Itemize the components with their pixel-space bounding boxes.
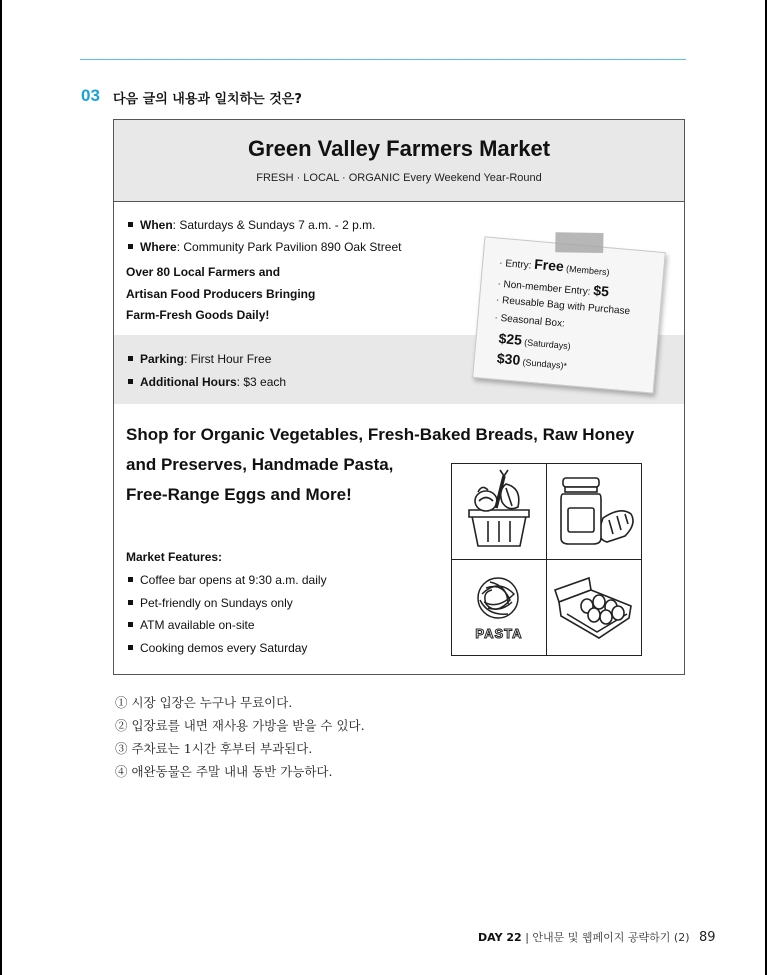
top-rule: [80, 59, 686, 60]
feature-text: Pet-friendly on Sundays only: [140, 596, 293, 610]
box-line: · Seasonal Box:: [493, 312, 566, 330]
sunday-price-line: [496, 350, 568, 372]
sunday-price: $30: [496, 349, 521, 368]
shop-line: Shop for Organic Vegetables, Fresh-Baked Breads, Raw Honey: [126, 425, 635, 444]
entry-value: Free: [533, 255, 565, 275]
bullet-icon: [128, 645, 133, 650]
question-text: 다음 글의 내용과 일치하는 것은?: [113, 92, 302, 107]
bullet-icon: [128, 379, 133, 384]
bullet-icon: [128, 222, 133, 227]
answer-choice-4[interactable]: ④ 애완동물은 주말 내내 동반 가능하다.: [115, 764, 333, 779]
highlight-line: Artisan Food Producers Bringing: [126, 286, 316, 301]
page-footer: [478, 929, 716, 945]
answer-choice-1[interactable]: ① 시장 입장은 누구나 무료이다.: [115, 695, 293, 710]
highlight-line: Farm-Fresh Goods Daily!: [126, 308, 270, 322]
bullet-icon: [128, 622, 133, 627]
pasta-label: PASTA: [475, 626, 523, 641]
page-number: 89: [699, 930, 716, 945]
feature-text: Coffee bar opens at 9:30 a.m. daily: [140, 573, 327, 587]
parking-line: [128, 352, 271, 366]
question-number: 03: [81, 86, 100, 105]
market-flyer: [113, 119, 685, 675]
where-line: [128, 240, 401, 254]
bullet-icon: [128, 244, 133, 249]
answer-choice-3[interactable]: ③ 주차료는 1시간 후부터 부과된다.: [115, 741, 313, 756]
highlight-line: Over 80 Local Farmers and: [126, 265, 281, 279]
price-note-card: [472, 236, 666, 393]
hours-value: : $3 each: [236, 375, 287, 389]
hours-line: [128, 375, 286, 389]
shop-line: and Preserves, Handmade Pasta,: [126, 455, 394, 474]
bullet-icon: [128, 356, 133, 361]
pasta-icon: [452, 560, 547, 656]
nonmember-label: · Non-member Entry:: [496, 278, 594, 299]
product-icon-grid: [451, 463, 642, 656]
highlight-text: [126, 262, 315, 327]
sunday-label: (Sundays)*: [519, 356, 568, 371]
market-title: Green Valley Farmers Market: [247, 136, 551, 161]
footer-day: DAY 22: [478, 931, 522, 944]
when-value: : Saturdays & Sundays 7 a.m. - 2 p.m.: [172, 218, 376, 232]
saturday-label: (Saturdays): [521, 337, 572, 352]
flyer-header: [114, 120, 684, 202]
vegetable-basket-icon: [452, 464, 547, 560]
shop-line: Free-Range Eggs and More!: [126, 485, 352, 504]
parking-label: Parking: [140, 352, 185, 366]
feature-item: [128, 618, 255, 632]
nonmember-value: $5: [592, 282, 610, 300]
feature-item: [128, 573, 327, 587]
answer-choice-2[interactable]: ② 입장료를 내면 재사용 가방을 받을 수 있다.: [115, 718, 365, 733]
bag-line: · Reusable Bag with Purchase: [495, 294, 631, 318]
parking-value: : First Hour Free: [184, 352, 272, 366]
feature-item: [128, 641, 307, 655]
when-line: [128, 218, 375, 232]
entry-note: (Members): [563, 263, 610, 278]
hours-label: Additional Hours: [140, 375, 237, 389]
features-title: Market Features:: [126, 550, 223, 564]
where-label: Where: [140, 240, 177, 254]
market-tagline: FRESH · LOCAL · ORGANIC Every Weekend Year-Round: [256, 172, 542, 184]
saturday-price: $25: [498, 329, 523, 348]
feature-item: [128, 596, 293, 610]
egg-carton-icon: [547, 560, 642, 656]
bullet-icon: [128, 600, 133, 605]
bullet-icon: [128, 577, 133, 582]
feature-text: ATM available on-site: [140, 618, 255, 632]
when-label: When: [140, 218, 173, 232]
jam-jar-and-bread-icon: [547, 464, 642, 560]
tape-strip: [555, 232, 603, 253]
entry-label: · Entry:: [498, 257, 535, 272]
feature-text: Cooking demos every Saturday: [140, 641, 308, 655]
footer-section: | 안내문 및 웹페이지 공략하기 (2): [525, 931, 690, 944]
saturday-price-line: [498, 330, 572, 352]
where-value: : Community Park Pavilion 890 Oak Street: [176, 240, 402, 254]
